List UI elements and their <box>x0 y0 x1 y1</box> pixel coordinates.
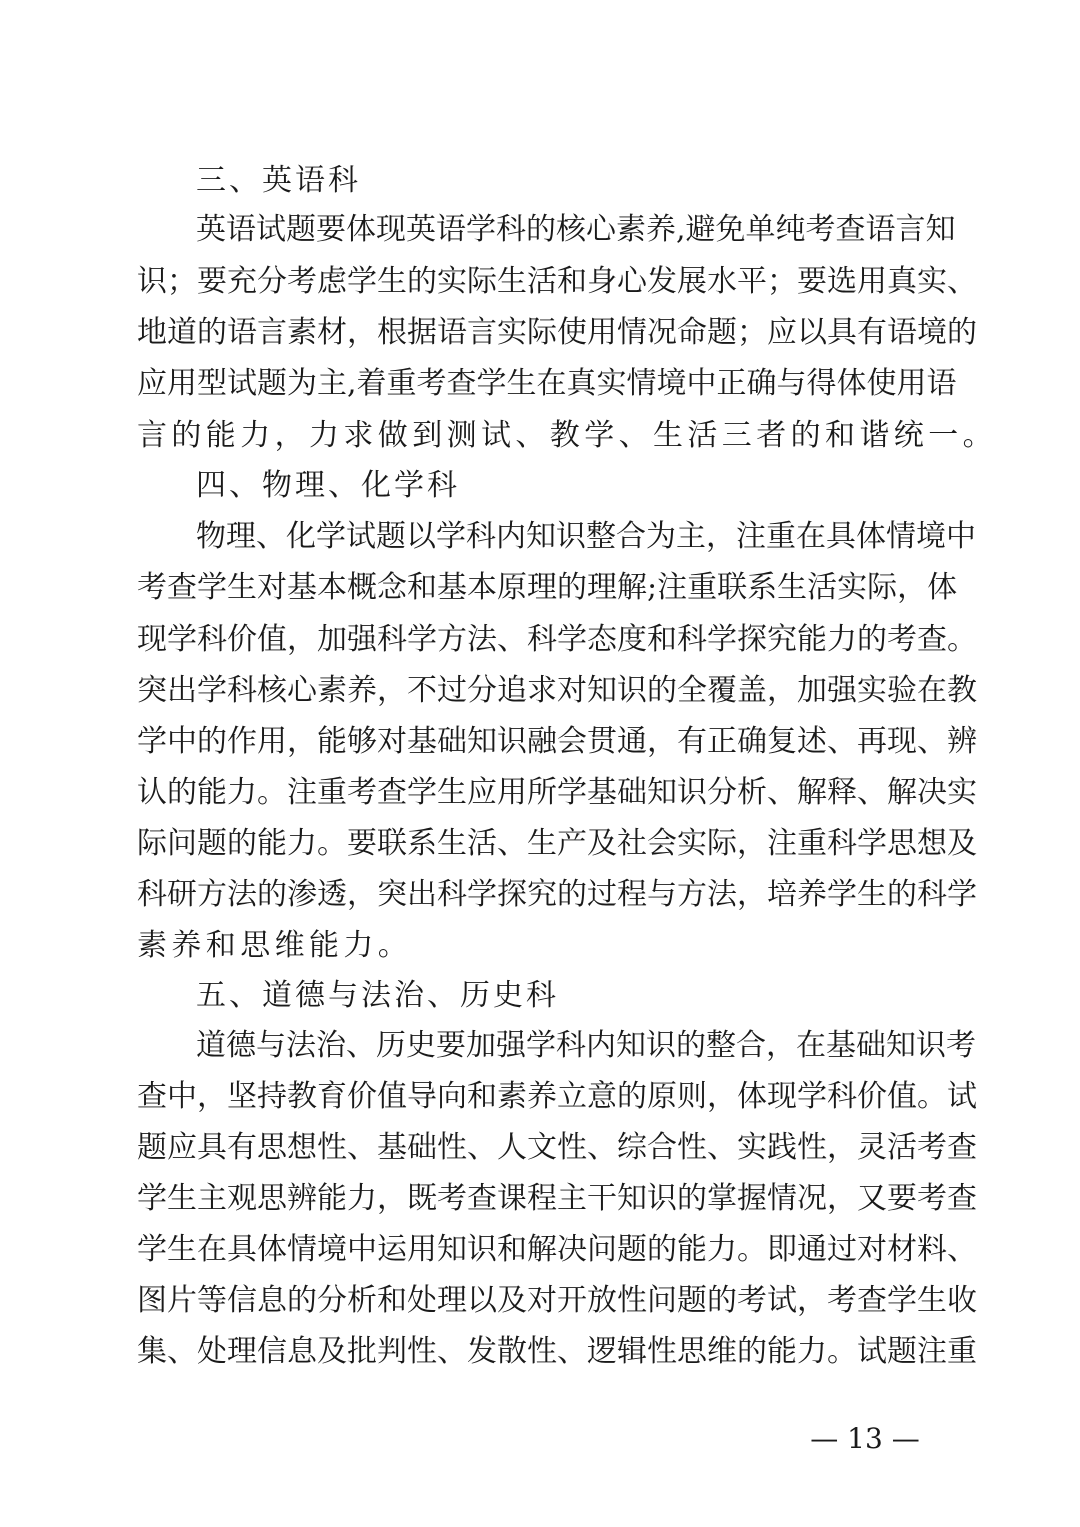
section-heading-morality-history: 五、道德与法治、历史科 <box>196 978 559 1013</box>
paragraph-line: 突出学科核心素养，不过分追求对知识的全覆盖，加强实验在教 <box>137 673 977 708</box>
paragraph-line: 题应具有思想性、基础性、人文性、综合性、实践性，灵活考查 <box>137 1130 977 1165</box>
paragraph-line: 识；要充分考虑学生的实际生活和身心发展水平；要选用真实、 <box>137 264 977 299</box>
paragraph-line: 应用型试题为主,着重考查学生在真实情境中正确与得体使用语 <box>137 366 957 401</box>
paragraph-line: 认的能力。注重考查学生应用所学基础知识分析、解释、解决实 <box>137 775 977 810</box>
paragraph-line: 学中的作用，能够对基础知识融会贯通，有正确复述、再现、辨 <box>137 724 977 759</box>
paragraph-line: 考查学生对基本概念和基本原理的理解;注重联系生活实际，体 <box>137 570 958 605</box>
paragraph-line: 素养和思维能力。 <box>137 928 413 963</box>
section-heading-physics-chemistry: 四、物理、化学科 <box>196 468 460 503</box>
paragraph-line: 际问题的能力。要联系生活、生产及社会实际，注重科学思想及 <box>137 826 977 861</box>
paragraph-line: 道德与法治、历史要加强学科内知识的整合，在基础知识考 <box>196 1028 976 1063</box>
paragraph-line: 现学科价值，加强科学方法、科学态度和科学探究能力的考查。 <box>137 622 977 657</box>
section-heading-english: 三、英语科 <box>196 163 361 198</box>
paragraph-line: 地道的语言素材，根据语言实际使用情况命题；应以具有语境的 <box>137 315 977 350</box>
paragraph-line: 查中，坚持教育价值导向和素养立意的原则，体现学科价值。试 <box>137 1079 977 1114</box>
paragraph-line: 科研方法的渗透，突出科学探究的过程与方法，培养学生的科学 <box>137 877 977 912</box>
paragraph-line: 学生在具体情境中运用知识和解决问题的能力。即通过对材料、 <box>137 1232 977 1267</box>
paragraph-line: 集、处理信息及批判性、发散性、逻辑性思维的能力。试题注重 <box>137 1334 977 1369</box>
page-number: — 13 — <box>810 1422 920 1455</box>
paragraph-line: 学生主观思辨能力，既考查课程主干知识的掌握情况，又要考查 <box>137 1181 977 1216</box>
paragraph-line: 言的能力，力求做到测试、教学、生活三者的和谐统一。 <box>137 418 997 453</box>
paragraph-line: 物理、化学试题以学科内知识整合为主，注重在具体情境中 <box>196 519 976 554</box>
paragraph-line: 英语试题要体现英语学科的核心素养,避免单纯考查语言知 <box>196 212 956 247</box>
paragraph-line: 图片等信息的分析和处理以及对开放性问题的考试，考查学生收 <box>137 1283 977 1318</box>
